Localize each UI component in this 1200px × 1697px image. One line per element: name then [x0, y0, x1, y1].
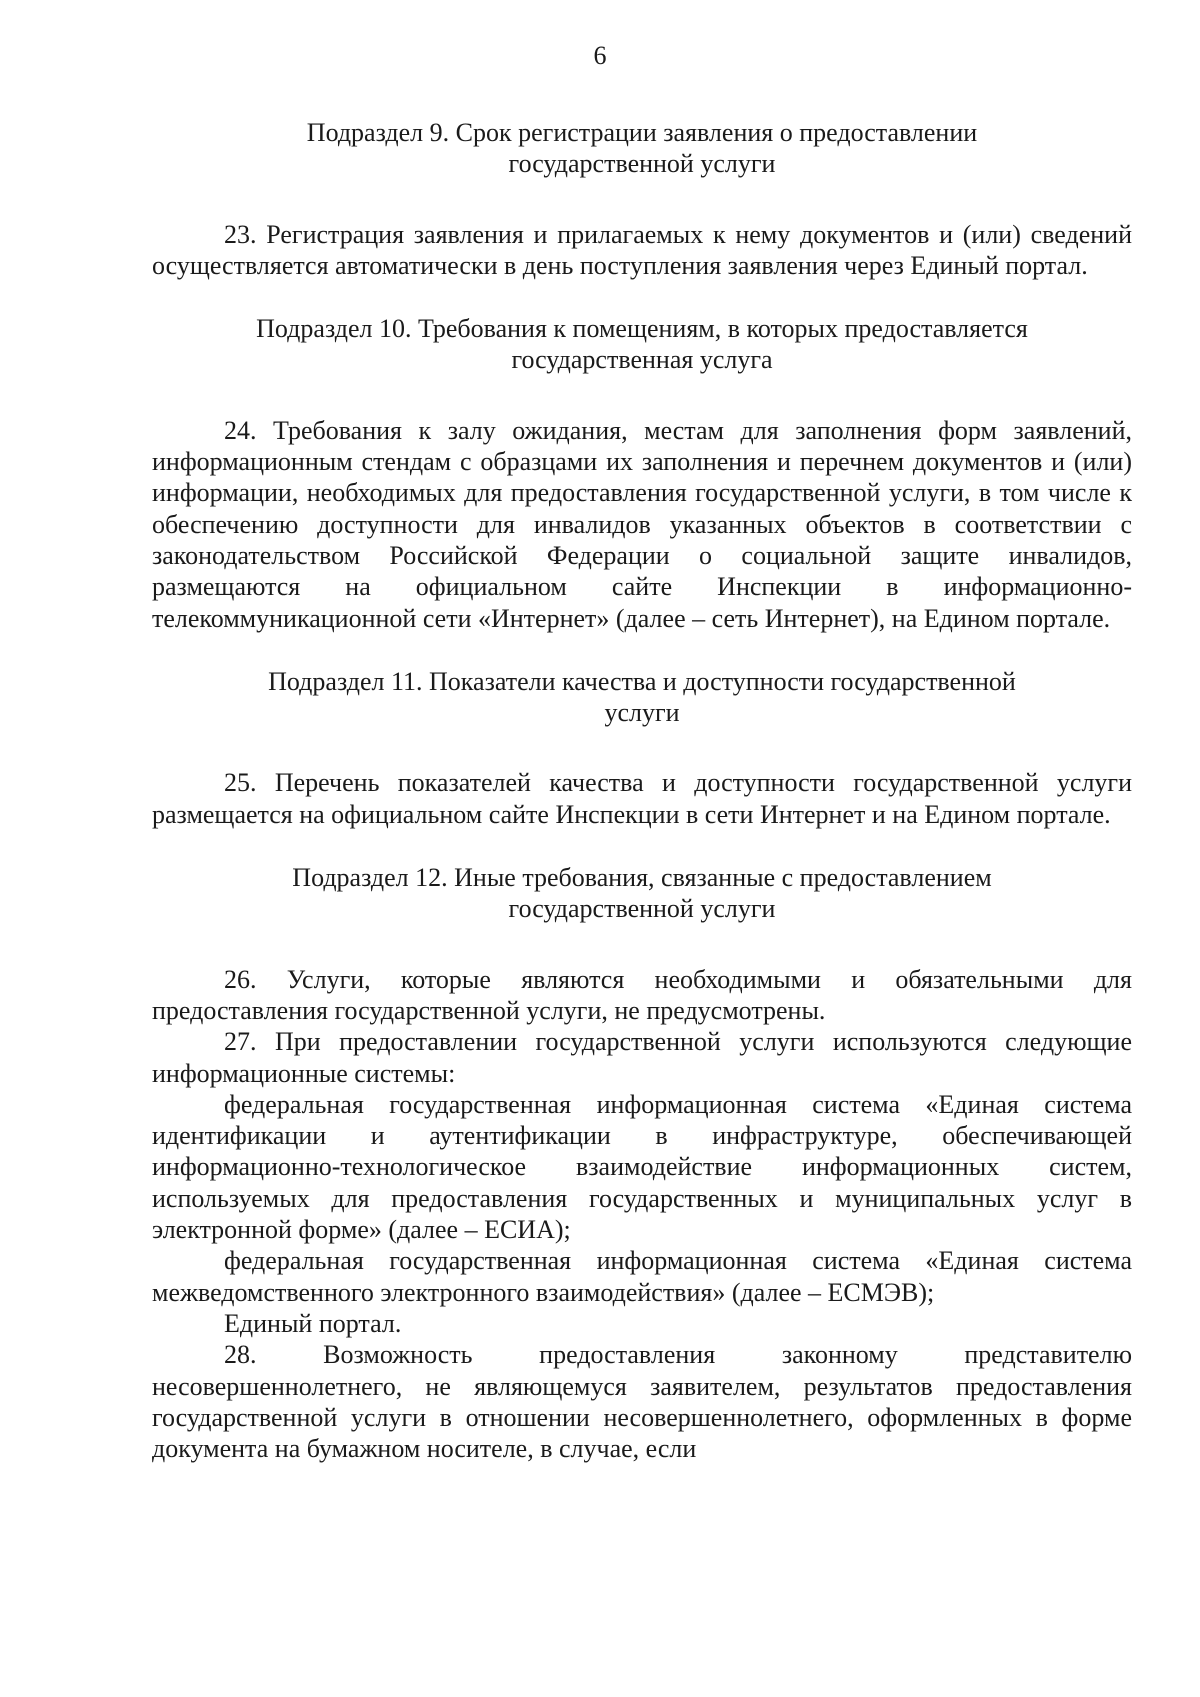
paragraph-unified-portal: Единый портал.: [224, 1308, 402, 1338]
paragraph-esmev: федеральная государственная информационная система «Единая система межведомственного электронного взаимодействия» (далее – ЕСМЭВ);: [152, 1246, 1132, 1307]
page-content: [152, 117, 1132, 1464]
paragraph-27: 27. При предоставлении государственной услуги используются следующие информационные системы:: [152, 1027, 1132, 1088]
subsection-heading-9: [152, 117, 1132, 180]
heading-line: Подраздел 11. Показатели качества и доступности государственной: [268, 666, 1016, 696]
heading-line: Подраздел 10. Требования к помещениям, в которых предоставляется: [256, 314, 1028, 344]
page-number: 6: [593, 41, 607, 70]
paragraph-24: 24. Требования к залу ожидания, местам для заполнения форм заявлений, информационным стендам с образцами их заполнения и перечнем документов и (или) информации, необходимых для предоставления государственной услуги, в том числе к обеспечению доступности для инвалидов указанных объектов в соответствии с законодательством Российской Федерации о социальной защите инвалидов, размещаются на официальном сайте Инспекции в информационно-телекоммуникационной сети «Интернет» (далее – сеть Интернет), на Едином портале.: [152, 415, 1132, 633]
heading-line: государственной услуги: [508, 149, 776, 179]
heading-line: государственной услуги: [508, 894, 776, 924]
paragraph-26: 26. Услуги, которые являются необходимыми и обязательными для предоставления государственной услуги, не предусмотрены.: [152, 964, 1132, 1025]
paragraph-28: 28. Возможность предоставления законному представителю несовершеннолетнего, не являющемуся заявителем, результатов предоставления государственной услуги в отношении несовершеннолетнего, оформленных в форме документа на бумажном носителе, в случае, если: [152, 1340, 1132, 1464]
paragraph-25: 25. Перечень показателей качества и доступности государственной услуги размещается на официальном сайте Инспекции в сети Интернет и на Едином портале.: [152, 768, 1132, 829]
paragraph-23: 23. Регистрация заявления и прилагаемых к нему документов и (или) сведений осуществляется автоматически в день поступления заявления через Единый портал.: [152, 219, 1132, 280]
heading-line: услуги: [604, 698, 680, 728]
subsection-heading-10: [152, 313, 1132, 376]
paragraph-esia: федеральная государственная информационная система «Единая система идентификации и аутентификации в инфраструктуре, обеспечивающей информационно-технологическое взаимодействие информационных систем, используемых для предоставления государственных и муниципальных услуг в электронной форме» (далее – ЕСИА);: [152, 1089, 1132, 1245]
subsection-heading-12: [152, 862, 1132, 925]
heading-line: Подраздел 9. Срок регистрации заявления о предоставлении: [306, 118, 978, 147]
subsection-heading-11: [152, 666, 1132, 729]
heading-line: государственная услуга: [511, 345, 773, 375]
heading-line: Подраздел 12. Иные требования, связанные с предоставлением: [292, 863, 992, 893]
